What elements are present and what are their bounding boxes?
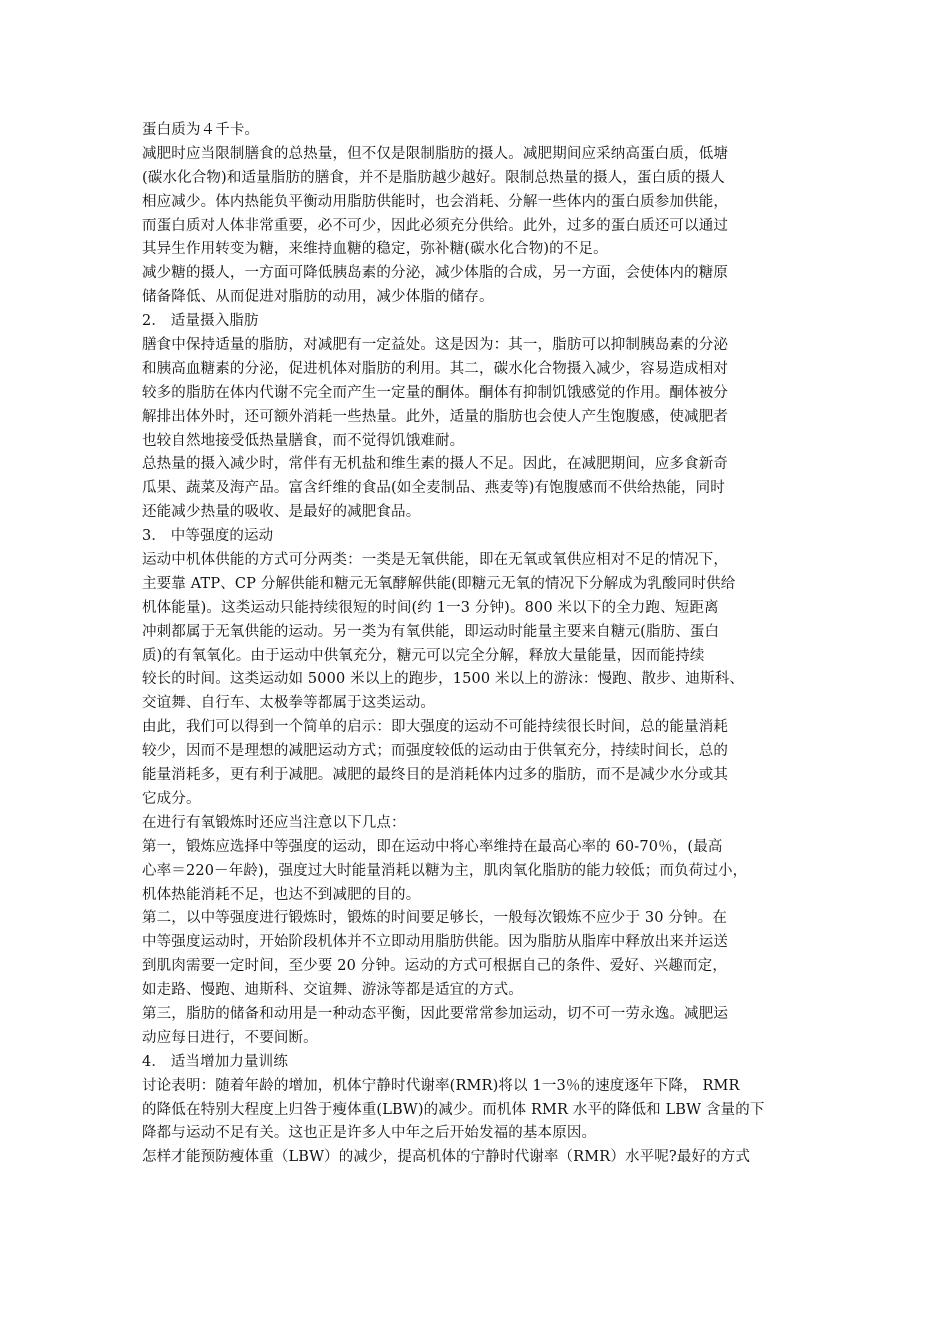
text-line: 其异生作用转变为糖，来维持血糖的稳定，弥补糖(碳水化合物)的不足。: [142, 241, 608, 258]
section-heading: 4． 适当增加力量训练: [142, 1053, 288, 1070]
text-line: 减少糖的摄人，一方面可降低胰岛素的分泌，减少体脂的合成，另一方面，会使体内的糖原: [142, 265, 728, 282]
text-line: 如走路、慢跑、迪斯科、交谊舞、游泳等都是适宜的方式。: [142, 982, 523, 999]
text-line: 和胰高血糖素的分泌，促进机体对脂肪的利用。其二，碳水化合物摄入减少，容易造成相对: [142, 360, 728, 377]
text-line: 机体能量)。这类运动只能持续很短的时间(约 1一3 分钟)。800 米以下的全力跑、短距离: [142, 599, 719, 616]
text-line: 相应减少。体内热能负平衡动用脂肪供能时，也会消耗、分解一些体内的蛋白质参加供能，: [142, 193, 728, 210]
text-line: 到肌肉需要一定时间，至少要 20 分钟。运动的方式可根据自己的条件、爱好、兴趣而定，: [142, 958, 727, 975]
text-line: 质)的有氧氧化。由于运动中供氧充分，糖元可以完全分解，释放大量能量，因而能持续: [142, 647, 705, 664]
text-line: 较少，因而不是理想的减肥运动方式；而强度较低的运动由于供氧充分，持续时间长，总的: [142, 743, 728, 760]
text-line: 瓜果、蔬菜及海产品。富含纤维的食品(如全麦制品、燕麦等)有饱腹感而不供给热能，同时: [142, 480, 725, 497]
text-line: 的降低在特别大程度上归咎于瘦体重(LBW)的减少。而机体 RMR 水平的降低和 LBW 含量的下: [142, 1101, 765, 1118]
text-line: 主要靠 ATP、CP 分解供能和糖元无氧酵解供能(即糖元无氧的情况下分解成为乳酸同时供给: [142, 575, 736, 592]
text-line: 冲刺都属于无氧供能的运动。另一类为有氧供能，即运动时能量主要来自糖元(脂肪、蛋白: [142, 623, 720, 640]
text-line: 解排出体外时，还可额外消耗一些热量。此外，适量的脂肪也会使人产生饱腹感，使减肥者: [142, 408, 728, 425]
text-line: 由此，我们可以得到一个简单的启示：即大强度的运动不可能持续很长时间，总的能量消耗: [142, 719, 728, 736]
text-line: 较多的脂肪在体内代谢不完全而产生一定量的酮体。酮体有抑制饥饿感觉的作用。酮体被分: [142, 384, 728, 401]
text-line: 心率＝220－年龄)，强度过大时能量消耗以糖为主，肌肉氧化脂肪的能力较低；而负荷过小，: [142, 862, 748, 879]
section-heading: 2． 适量摄入脂肪: [142, 313, 259, 330]
text-line: 中等强度运动时，开始阶段机体并不立即动用脂肪供能。因为脂肪从脂库中释放出来并运送: [142, 934, 728, 951]
text-line: 也较自然地接受低热量膳食，而不觉得饥饿难耐。: [142, 432, 465, 449]
text-line: 而蛋白质对人体非常重要，必不可少，因此必须充分供给。此外，过多的蛋白质还可以通过: [142, 217, 728, 234]
section-heading: 3． 中等强度的运动: [142, 528, 274, 545]
text-line: 总热量的摄入减少时，常伴有无机盐和维生素的摄人不足。因此，在减肥期间，应多食新奇: [142, 456, 728, 473]
text-line: 怎样才能预防瘦体重（LBW）的减少，提高机体的宁静时代谢率（RMR）水平呢?最好的方式: [142, 1149, 751, 1166]
document-body: [142, 119, 822, 1170]
text-line: 讨论表明：随着年龄的增加，机体宁静时代谢率(RMR)将以 1一3％的速度逐年下降， RMR: [142, 1077, 740, 1094]
text-line: 动应每日进行，不要间断。: [142, 1029, 318, 1046]
text-line: 减肥时应当限制膳食的总热量，但不仅是限制脂肪的摄人。减肥期间应采纳高蛋白质，低塘: [142, 145, 728, 162]
text-line: 较长的时间。这类运动如 5000 米以上的跑步，1500 米以上的游泳：慢跑、散步、迪斯科、: [142, 671, 745, 688]
text-line: 第三，脂肪的储备和动用是一种动态平衡，因此要常常参加运动，切不可一劳永逸。减肥运: [142, 1005, 728, 1022]
text-line: 蛋白质为４千卡。: [142, 122, 260, 138]
text-line: 在进行有氧锻炼时还应当注意以下几点：: [142, 814, 406, 831]
text-line: 它成分。: [142, 790, 201, 807]
text-line: 膳食中保持适量的脂肪，对减肥有一定益处。这是因为：其一，脂肪可以抑制胰岛素的分泌: [142, 337, 728, 354]
text-line: 运动中机体供能的方式可分两类：一类是无氧供能，即在无氧或氧供应相对不足的情况下，: [142, 552, 728, 569]
text-line: 降都与运动不足有关。这也正是许多人中年之后开始发福的基本原因。: [142, 1125, 597, 1142]
text-line: 第一，锻炼应选择中等强度的运动，即在运动中将心率维持在最高心率的 60-70％，(最高: [142, 838, 723, 855]
text-line: 机体热能消耗不足，也达不到减肥的目的。: [142, 886, 421, 903]
text-line: 储备降低、从而促进对脂肪的动用，减少体脂的储存。: [142, 289, 494, 306]
text-line: 能量消耗多，更有利于减肥。减肥的最终目的是消耗体内过多的脂肪，而不是减少水分或其: [142, 767, 728, 784]
text-line: (碳水化合物)和适量脂肪的膳食，并不是脂肪越少越好。限制总热量的摄人，蛋白质的摄人: [142, 169, 725, 186]
text-line: 第二，以中等强度进行锻炼时，锻炼的时间要足够长，一般每次锻炼不应少于 30 分钟。在: [142, 910, 727, 927]
text-line: 交谊舞、自行车、太极拳等都属于这类运动。: [142, 695, 435, 712]
text-line: 还能减少热量的吸收、是最好的减肥食品。: [142, 504, 421, 521]
